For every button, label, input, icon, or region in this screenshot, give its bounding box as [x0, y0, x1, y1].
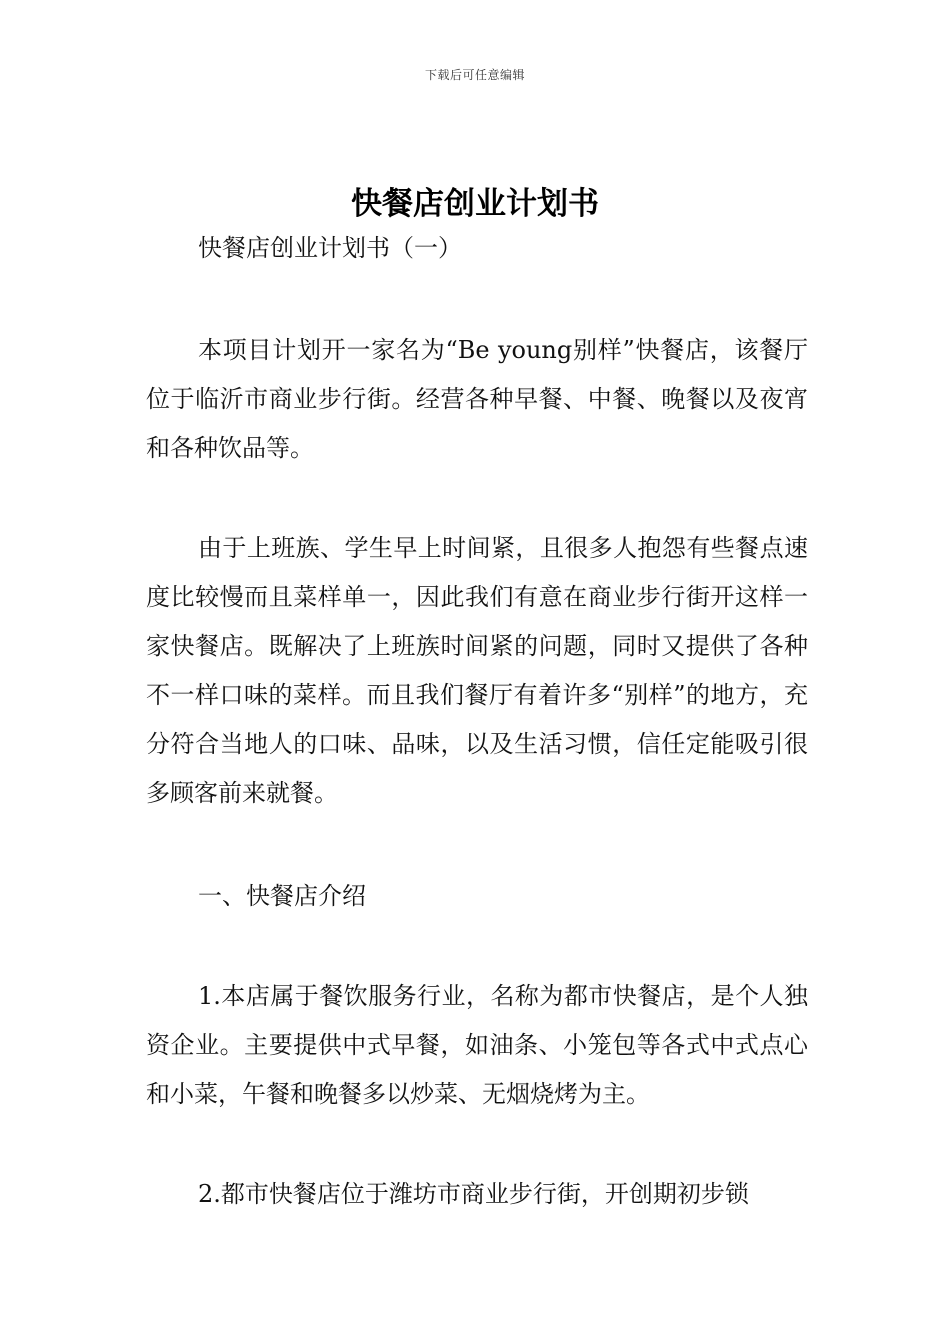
paragraph-intro: 本项目计划开一家名为“Be young别样”快餐店，该餐厅位于临沂市商业步行街。经营各种早餐、中餐、晚餐以及夜宵和各种饮品等。	[146, 336, 808, 462]
document-subtitle: 快餐店创业计划书（一）	[198, 234, 462, 262]
list-item-1: 1.本店属于餐饮服务行业，名称为都市快餐店，是个人独资企业。主要提供中式早餐，如油条、小笼包等各式中式点心和小菜，午餐和晚餐多以炒菜、无烟烧烤为主。	[146, 982, 808, 1108]
document-title: 快餐店创业计划书	[351, 186, 599, 222]
paragraph-background: 由于上班族、学生早上时间紧，且很多人抱怨有些餐点速度比较慢而且菜样单一，因此我们有意在商业步行街开这样一家快餐店。既解决了上班族时间紧的问题，同时又提供了各种不一样口味的菜样。而且我们餐厅有着许多“别样”的地方，充分符合当地人的口味、品味，以及生活习惯，信任定能吸引很多顾客前来就餐。	[146, 534, 808, 807]
header-note: 下载后可任意编辑	[424, 68, 525, 82]
section-heading: 一、快餐店介绍	[198, 882, 366, 910]
list-item-2: 2.都市快餐店位于潍坊市商业步行街，开创期初步锁	[198, 1180, 749, 1208]
